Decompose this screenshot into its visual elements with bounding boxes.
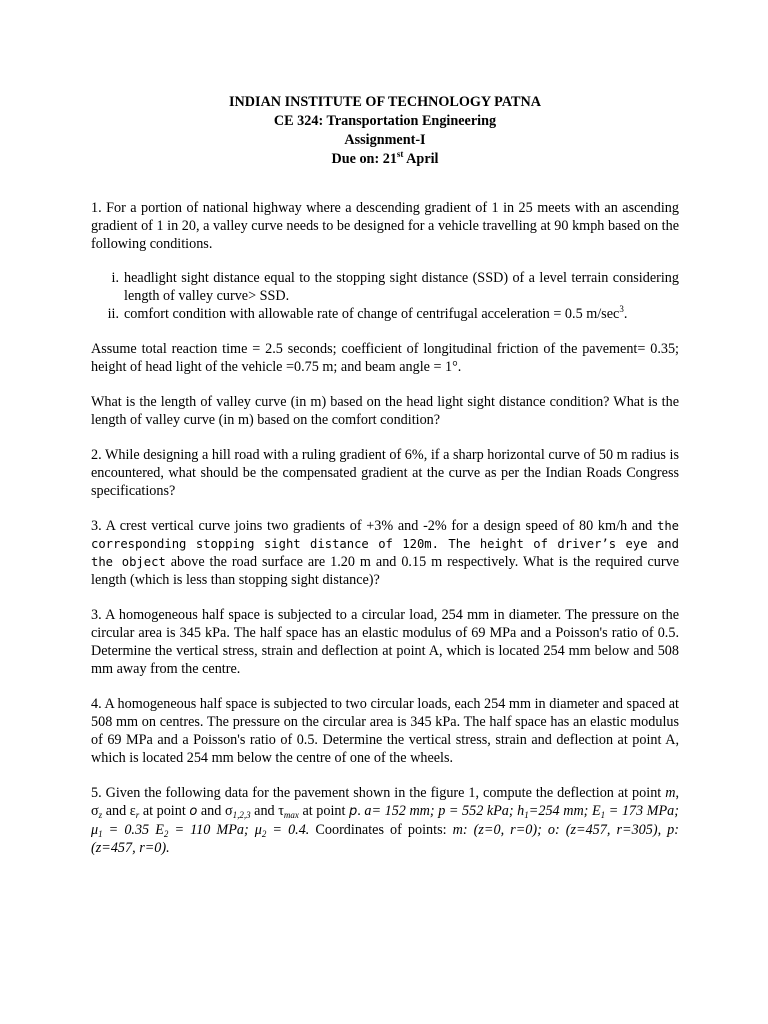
question-1-assumptions: Assume total reaction time = 2.5 seconds; coefficient of longitudinal friction of the pavement= 0.35; height of head light of the vehicle =0.75 m; and beam angle = 1°.	[91, 341, 679, 375]
question-3a-text: 3. A crest vertical curve joins two gradients of +3% and -2% for a design speed of 80 km/h and the corresponding stopping sight distance of 120m. The height of driver’s eye and the object above the road surface are 1.20 m and 0.15 m respectively. What is the required curve length (which is less than stopping sight distance)?	[91, 518, 680, 588]
due-date: Due on: 21st April	[331, 149, 439, 167]
question-5-text: 5. Given the following data for the pavement shown in the figure 1, compute the deflection at point m, $\sigma_z$ and $\varepsilon_r$ at point o and $\sigma_{1,2,3}$ and $\tau_{max}$ at point p. a= 152 mm; p = 552 kPa; $h_1=254$ mm; $E_1 = 173$ MPa; $\mu_1 = 0.35$ $E_2 = 110$ MPa; $\mu_2 = 0.4$. Coordinates of points: m: (z=0, r=0); o: (z=457, r=305), p: (z=457, r=0).	[91, 785, 679, 856]
question-1-conditions	[91, 269, 679, 323]
condition-text: comfort condition with allowable rate of change of centrifugal acceleration = 0.5 m/sec	[124, 306, 620, 322]
course-title: CE 324: Transportation Engineering	[273, 113, 497, 129]
question-1-ask: What is the length of valley curve (in m) based on the head light sight distance condition? What is the length of valley curve (in m) based on the comfort condition?	[91, 394, 679, 428]
institute-name: INDIAN INSTITUTE OF TECHNOLOGY PATNA	[229, 94, 541, 110]
question-4-text: 4. A homogeneous half space is subjected to two circular loads, each 254 mm in diameter and spaced at 508 mm on centres. The pressure on the circular area is 345 kPa. The half space has an elastic modulus of 69 MPa and a Poisson's ratio of 0.5. Determine the vertical stress, strain and deflection at point A, which is located 254 mm below the centre of one of the wheels.	[91, 696, 679, 766]
assignment-title: Assignment-I	[344, 132, 426, 148]
question-1-text: 1. For a portion of national highway where a descending gradient of 1 in 25 meets with an ascending gradient of 1 in 20, a valley curve needs to be designed for a vehicle travelling at 90 kmph based on the following conditions.	[91, 200, 679, 252]
assignment-page	[91, 93, 679, 857]
condition-number: ii.	[107, 306, 119, 322]
condition-item	[91, 269, 679, 305]
condition-number: i.	[111, 270, 119, 286]
question-2-text: 2. While designing a hill road with a ruling gradient of 6%, if a sharp horizontal curve of 50 m radius is encountered, what should be the compensated gradient at the curve as per the Indian Roads Congress specifications?	[91, 447, 679, 499]
question-3b-text: 3. A homogeneous half space is subjected to a circular load, 254 mm in diameter. The pressure on the circular area is 345 kPa. The half space has an elastic modulus of 69 MPa and a Poisson's ratio of 0.5. Determine the vertical stress, strain and deflection at point A, which is located 254 mm below and 508 mm away from the centre.	[91, 607, 679, 677]
document-header	[91, 93, 679, 169]
condition-item: ii. comfort condition with allowable rate of change of centrifugal acceleration = 0.5 $m/\sec^3$.	[91, 305, 679, 323]
condition-text: headlight sight distance equal to the stopping sight distance (SSD) of a level terrain considering length of valley curve> SSD.	[124, 270, 679, 304]
